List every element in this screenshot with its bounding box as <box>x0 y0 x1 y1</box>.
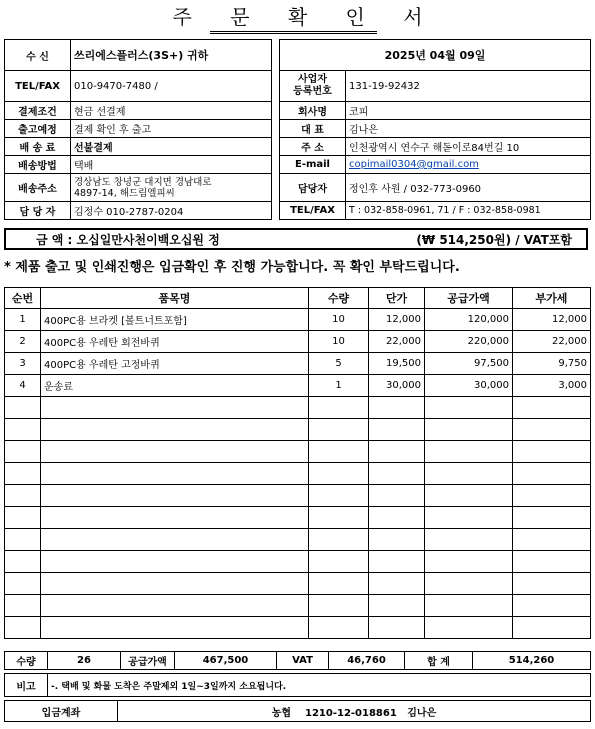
empty-cell <box>41 397 309 419</box>
empty-cell <box>513 397 591 419</box>
empty-cell <box>425 419 513 441</box>
supplier-info-table <box>279 39 591 220</box>
ship-cost-value: 선불결제 <box>71 138 272 156</box>
shipping-schedule-value: 결제 확인 후 출고 <box>71 120 272 138</box>
empty-cell <box>513 507 591 529</box>
amount-in-words: 금 액 : 오십일만사천이백오십원 정 <box>36 233 220 247</box>
cell-name: 400PC용 우레탄 회전바퀴 <box>41 331 309 353</box>
empty-cell <box>41 441 309 463</box>
bank-label: 입금계좌 <box>5 701 118 722</box>
empty-cell <box>369 485 425 507</box>
empty-table-row <box>5 419 591 441</box>
empty-cell <box>369 529 425 551</box>
email-cell <box>346 156 591 174</box>
empty-table-row <box>5 617 591 639</box>
empty-cell <box>309 441 369 463</box>
empty-cell <box>41 573 309 595</box>
empty-cell <box>513 485 591 507</box>
empty-cell <box>5 441 41 463</box>
empty-cell <box>369 441 425 463</box>
empty-cell <box>369 507 425 529</box>
summary-total-label: 합 계 <box>405 652 473 670</box>
memo-text: -. 택배 및 화물 도착은 주말제외 1일~3일까지 소요됩니다. <box>48 674 591 697</box>
empty-table-row <box>5 507 591 529</box>
empty-cell <box>5 529 41 551</box>
empty-cell <box>369 595 425 617</box>
empty-cell <box>5 595 41 617</box>
empty-table-row <box>5 485 591 507</box>
empty-table-row <box>5 573 591 595</box>
manager-label: 담당자 <box>280 174 346 202</box>
telfax-value: 010-9470-7480 / <box>71 71 272 102</box>
memo-label: 비고 <box>5 674 48 697</box>
title-underline-2 <box>210 33 377 34</box>
empty-cell <box>425 595 513 617</box>
bank-account: 농협 1210-12-018861 김나은 <box>118 701 591 722</box>
empty-cell <box>5 551 41 573</box>
col-header-name: 품목명 <box>41 288 309 309</box>
empty-cell <box>5 617 41 639</box>
summary-total: 514,260 <box>473 652 591 670</box>
empty-cell <box>369 617 425 639</box>
table-row <box>5 375 591 397</box>
empty-cell <box>513 573 591 595</box>
cell-qty: 5 <box>309 353 369 375</box>
title-underline <box>210 31 377 32</box>
summary-supply-label: 공급가액 <box>121 652 175 670</box>
cell-no: 1 <box>5 309 41 331</box>
empty-cell <box>425 441 513 463</box>
empty-cell <box>369 551 425 573</box>
biznum-label <box>280 71 346 102</box>
empty-table-row <box>5 551 591 573</box>
empty-table-row <box>5 397 591 419</box>
contact-label: 담 당 자 <box>5 202 71 220</box>
col-header-price: 단가 <box>369 288 425 309</box>
company-label: 회사명 <box>280 102 346 120</box>
payment-notice: * 제품 출고 및 인쇄진행은 입금확인 후 진행 가능합니다. 꼭 확인 부탁드립니다. <box>4 260 460 275</box>
summary-table <box>4 651 591 670</box>
cell-price: 30,000 <box>369 375 425 397</box>
biznum-value: 131-19-92432 <box>346 71 591 102</box>
cell-qty: 10 <box>309 309 369 331</box>
total-amount-box <box>4 228 588 250</box>
empty-cell <box>425 463 513 485</box>
ceo-value: 김나은 <box>346 120 591 138</box>
empty-cell <box>425 507 513 529</box>
biznum-label-1: 사업자 <box>298 74 327 85</box>
cell-qty: 10 <box>309 331 369 353</box>
cell-name: 운송료 <box>41 375 309 397</box>
empty-cell <box>5 507 41 529</box>
addr-value: 인천광역시 연수구 해돋이로84번길 10 <box>346 138 591 156</box>
cell-price: 12,000 <box>369 309 425 331</box>
empty-cell <box>309 463 369 485</box>
empty-cell <box>5 397 41 419</box>
bank-table <box>4 700 591 722</box>
amount-numeric: (₩ 514,250원) / VAT포함 <box>416 233 572 247</box>
document-title: 주 문 확 인 서 <box>172 5 439 29</box>
empty-cell <box>41 507 309 529</box>
empty-cell <box>513 463 591 485</box>
empty-cell <box>309 573 369 595</box>
empty-cell <box>5 573 41 595</box>
empty-cell <box>369 419 425 441</box>
payment-label: 결제조건 <box>5 102 71 120</box>
empty-cell <box>5 463 41 485</box>
col-header-supply: 공급가액 <box>425 288 513 309</box>
cell-vat: 3,000 <box>513 375 591 397</box>
address-label: 배송주소 <box>5 174 71 202</box>
ship-method-value: 택배 <box>71 156 272 174</box>
cell-no: 2 <box>5 331 41 353</box>
recipient-value: 쓰리에스플러스(3S+) 귀하 <box>71 40 272 71</box>
empty-cell <box>41 617 309 639</box>
empty-cell <box>513 419 591 441</box>
address-line-1: 경상남도 창녕군 대지면 경남대로 <box>74 176 212 188</box>
summary-qty: 26 <box>48 652 121 670</box>
empty-cell <box>309 551 369 573</box>
col-header-qty: 수량 <box>309 288 369 309</box>
email-label: E-mail <box>280 156 346 174</box>
address-line-2: 4897-14, 해드림엘피씨 <box>74 187 175 199</box>
items-header-row <box>5 288 591 309</box>
cell-name: 400PC용 브라켓 [볼트너트포함] <box>41 309 309 331</box>
supplier-telfax-label: TEL/FAX <box>280 202 346 220</box>
empty-cell <box>425 397 513 419</box>
table-row <box>5 331 591 353</box>
empty-cell <box>5 485 41 507</box>
items-body <box>5 309 591 639</box>
cell-supply: 30,000 <box>425 375 513 397</box>
empty-table-row <box>5 463 591 485</box>
empty-cell <box>41 595 309 617</box>
recipient-label: 수 신 <box>5 40 71 71</box>
empty-cell <box>513 529 591 551</box>
summary-vat-label: VAT <box>277 652 329 670</box>
cell-qty: 1 <box>309 375 369 397</box>
empty-cell <box>513 551 591 573</box>
empty-cell <box>425 529 513 551</box>
summary-qty-label: 수량 <box>5 652 48 670</box>
cell-supply: 97,500 <box>425 353 513 375</box>
empty-cell <box>309 595 369 617</box>
empty-cell <box>5 419 41 441</box>
cell-no: 3 <box>5 353 41 375</box>
cell-price: 19,500 <box>369 353 425 375</box>
supplier-telfax-value: T : 032-858-0961, 71 / F : 032-858-0981 <box>346 202 591 220</box>
shipping-schedule-label: 출고예정 <box>5 120 71 138</box>
email-link[interactable]: copimail0304@gmail.com <box>349 159 479 170</box>
empty-cell <box>309 617 369 639</box>
empty-cell <box>369 397 425 419</box>
empty-cell <box>425 617 513 639</box>
ship-method-label: 배송방법 <box>5 156 71 174</box>
col-header-no: 순번 <box>5 288 41 309</box>
empty-cell <box>513 595 591 617</box>
empty-cell <box>309 485 369 507</box>
items-table <box>4 287 591 639</box>
empty-cell <box>41 529 309 551</box>
empty-cell <box>425 485 513 507</box>
empty-cell <box>41 485 309 507</box>
empty-cell <box>41 551 309 573</box>
empty-cell <box>513 617 591 639</box>
empty-table-row <box>5 441 591 463</box>
cell-vat: 22,000 <box>513 331 591 353</box>
address-value <box>71 174 272 202</box>
payment-value: 현금 선결제 <box>71 102 272 120</box>
empty-cell <box>41 419 309 441</box>
col-header-vat: 부가세 <box>513 288 591 309</box>
empty-cell <box>425 551 513 573</box>
addr-label: 주 소 <box>280 138 346 156</box>
empty-cell <box>425 573 513 595</box>
table-row <box>5 353 591 375</box>
cell-vat: 12,000 <box>513 309 591 331</box>
manager-value: 정인후 사원 / 032-773-0960 <box>346 174 591 202</box>
cell-price: 22,000 <box>369 331 425 353</box>
biznum-label-2: 등록번호 <box>293 86 332 97</box>
company-value: 코피 <box>346 102 591 120</box>
order-date: 2025년 04월 09일 <box>280 40 591 71</box>
empty-cell <box>309 419 369 441</box>
empty-cell <box>309 397 369 419</box>
cell-supply: 120,000 <box>425 309 513 331</box>
table-row <box>5 309 591 331</box>
empty-cell <box>309 529 369 551</box>
empty-cell <box>369 573 425 595</box>
empty-table-row <box>5 595 591 617</box>
empty-cell <box>369 463 425 485</box>
ship-cost-label: 배 송 료 <box>5 138 71 156</box>
summary-supply: 467,500 <box>175 652 277 670</box>
contact-value: 김정수 010-2787-0204 <box>71 202 272 220</box>
cell-no: 4 <box>5 375 41 397</box>
cell-supply: 220,000 <box>425 331 513 353</box>
cell-vat: 9,750 <box>513 353 591 375</box>
recipient-info-table <box>4 39 272 220</box>
empty-cell <box>309 507 369 529</box>
empty-cell <box>513 441 591 463</box>
memo-table <box>4 673 591 697</box>
empty-cell <box>41 463 309 485</box>
summary-vat: 46,760 <box>329 652 405 670</box>
empty-table-row <box>5 529 591 551</box>
cell-name: 400PC용 우레탄 고정바퀴 <box>41 353 309 375</box>
ceo-label: 대 표 <box>280 120 346 138</box>
telfax-label: TEL/FAX <box>5 71 71 102</box>
